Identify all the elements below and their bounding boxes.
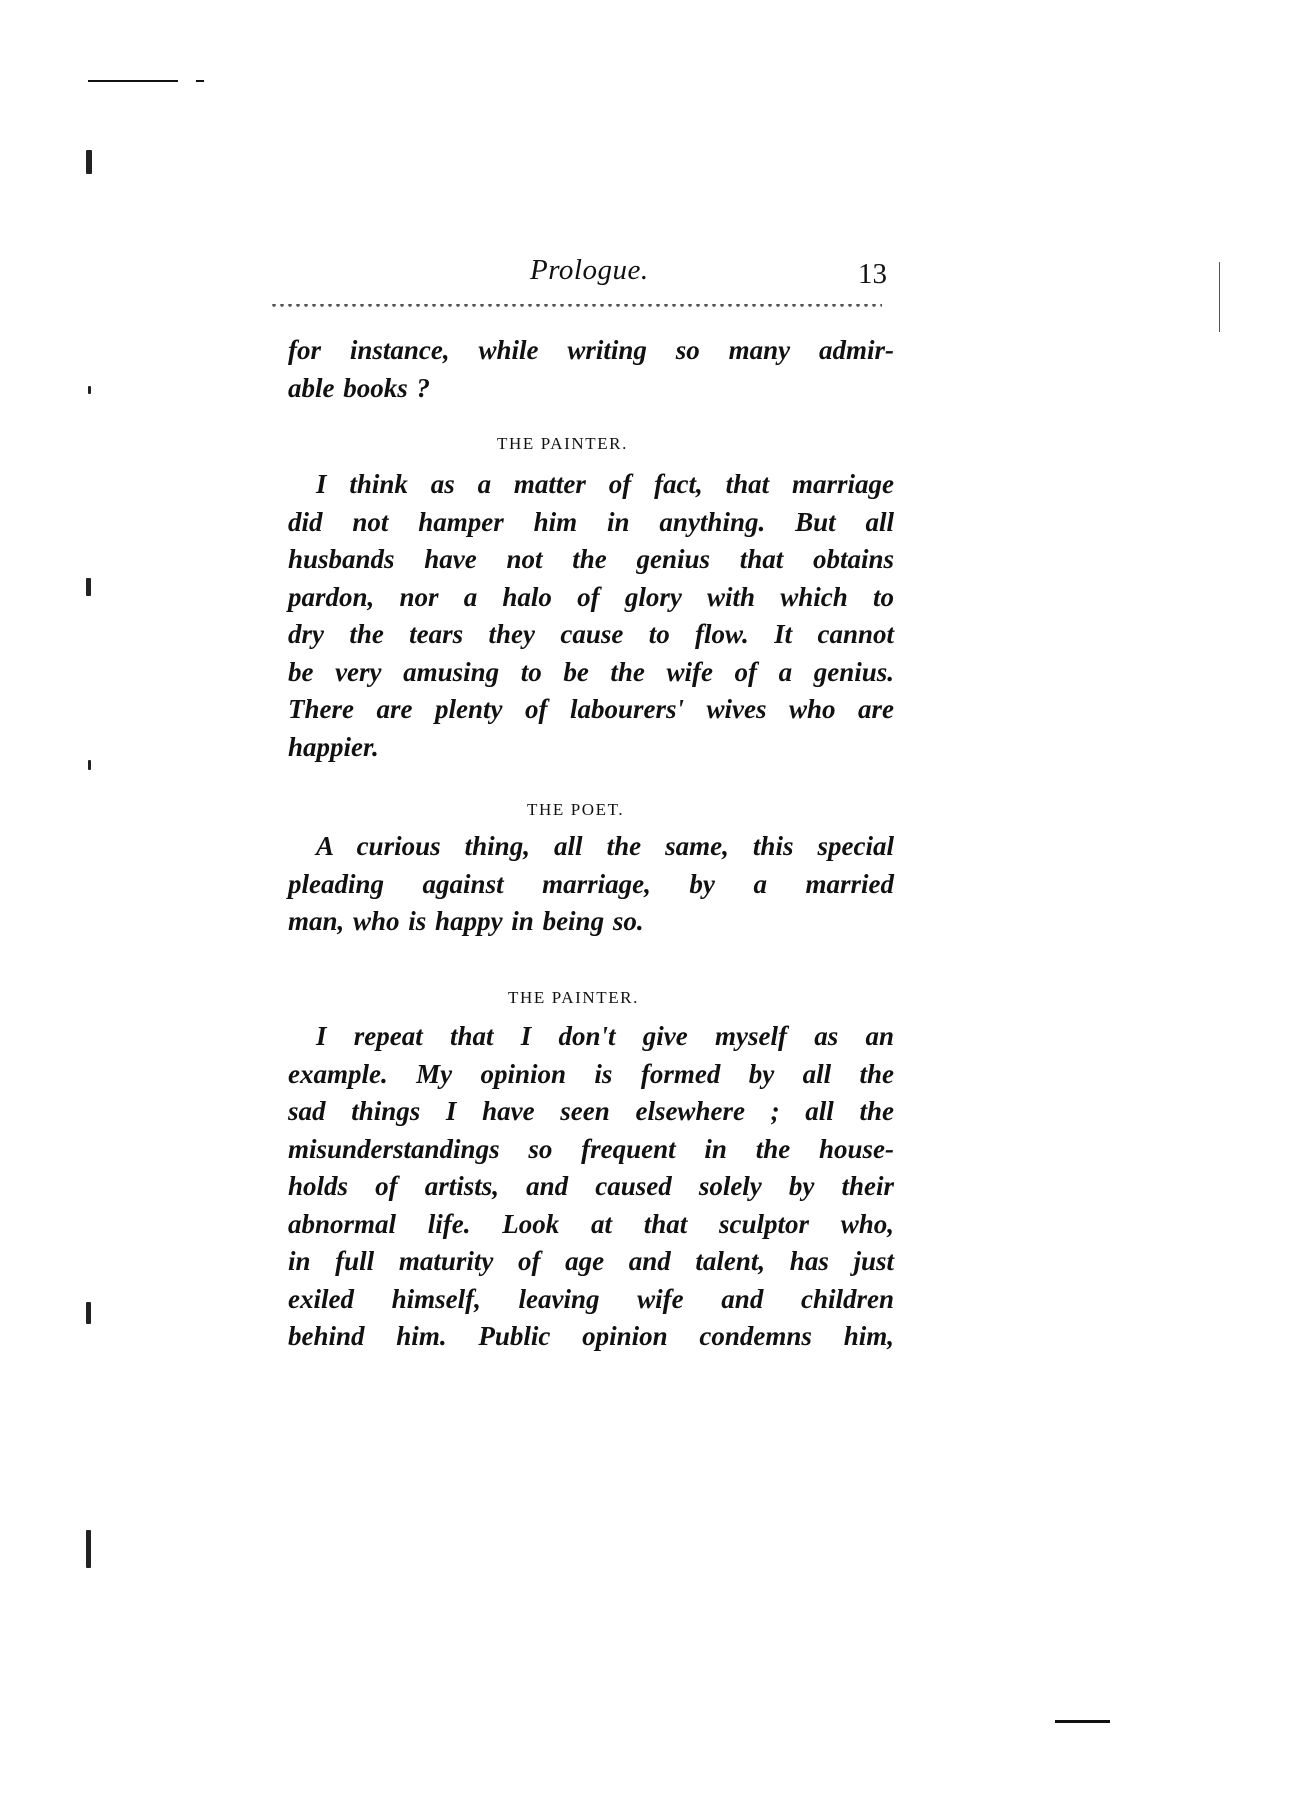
- speaker-heading: THE PAINTER.: [497, 434, 628, 453]
- page-number: 13: [858, 258, 887, 290]
- scan-speck: [86, 578, 91, 596]
- text-line: man, who is happy in being so.: [288, 906, 644, 936]
- text-line: holds of artists, and caused solely by their: [288, 1171, 894, 1201]
- paragraph: [288, 1018, 894, 1356]
- scan-speck: [86, 150, 92, 174]
- text-line: pardon, nor a halo of glory with which to: [288, 581, 894, 612]
- text-line: example. My opinion is formed by all the: [288, 1058, 894, 1089]
- scan-rule-mark: [1055, 1720, 1110, 1723]
- text-line: abnormal life. Look at that sculptor who,: [288, 1208, 894, 1239]
- scan-rule-mark: [88, 80, 178, 82]
- scan-speck: [88, 760, 91, 770]
- scan-edge-line: [1219, 262, 1220, 332]
- text-line: A curious thing, all the same, this special: [316, 831, 894, 861]
- text-line: for instance, while writing so many admir-: [288, 335, 894, 365]
- speaker-heading: THE PAINTER.: [508, 988, 639, 1007]
- scan-rule-mark: [196, 80, 204, 82]
- scan-speck: [88, 386, 91, 394]
- text-line: happier.: [288, 731, 379, 762]
- paragraph: [288, 332, 894, 407]
- text-line: I repeat that I don't give myself as an: [316, 1021, 894, 1051]
- scan-speck: [86, 1530, 91, 1568]
- paragraph: [288, 828, 894, 941]
- speaker-heading: THE POET.: [527, 800, 625, 819]
- scan-speck: [86, 1302, 91, 1324]
- header-ornament-rule: [270, 304, 882, 310]
- text-line: pleading against marriage, by a married: [288, 868, 894, 899]
- text-line: There are plenty of labourers' wives who are: [288, 694, 894, 724]
- text-line: I think as a matter of fact, that marriage: [316, 469, 894, 499]
- text-line: husbands have not the genius that obtains: [288, 544, 894, 574]
- paragraph: [288, 466, 894, 766]
- text-line: did not hamper him in anything. But all: [288, 506, 894, 537]
- text-line: be very amusing to be the wife of a genius.: [288, 656, 894, 687]
- text-line: sad things I have seen elsewhere ; all the: [288, 1096, 894, 1126]
- text-line: behind him. Public opinion condemns him,: [288, 1321, 894, 1351]
- text-line: misunderstandings so frequent in the house-: [288, 1133, 894, 1164]
- text-line: exiled himself, leaving wife and children: [288, 1283, 894, 1314]
- running-header-title: Prologue.: [530, 254, 649, 286]
- text-line: able books ?: [288, 372, 430, 403]
- text-line: dry the tears they cause to flow. It cannot: [288, 619, 894, 649]
- text-line: in full maturity of age and talent, has just: [288, 1246, 894, 1276]
